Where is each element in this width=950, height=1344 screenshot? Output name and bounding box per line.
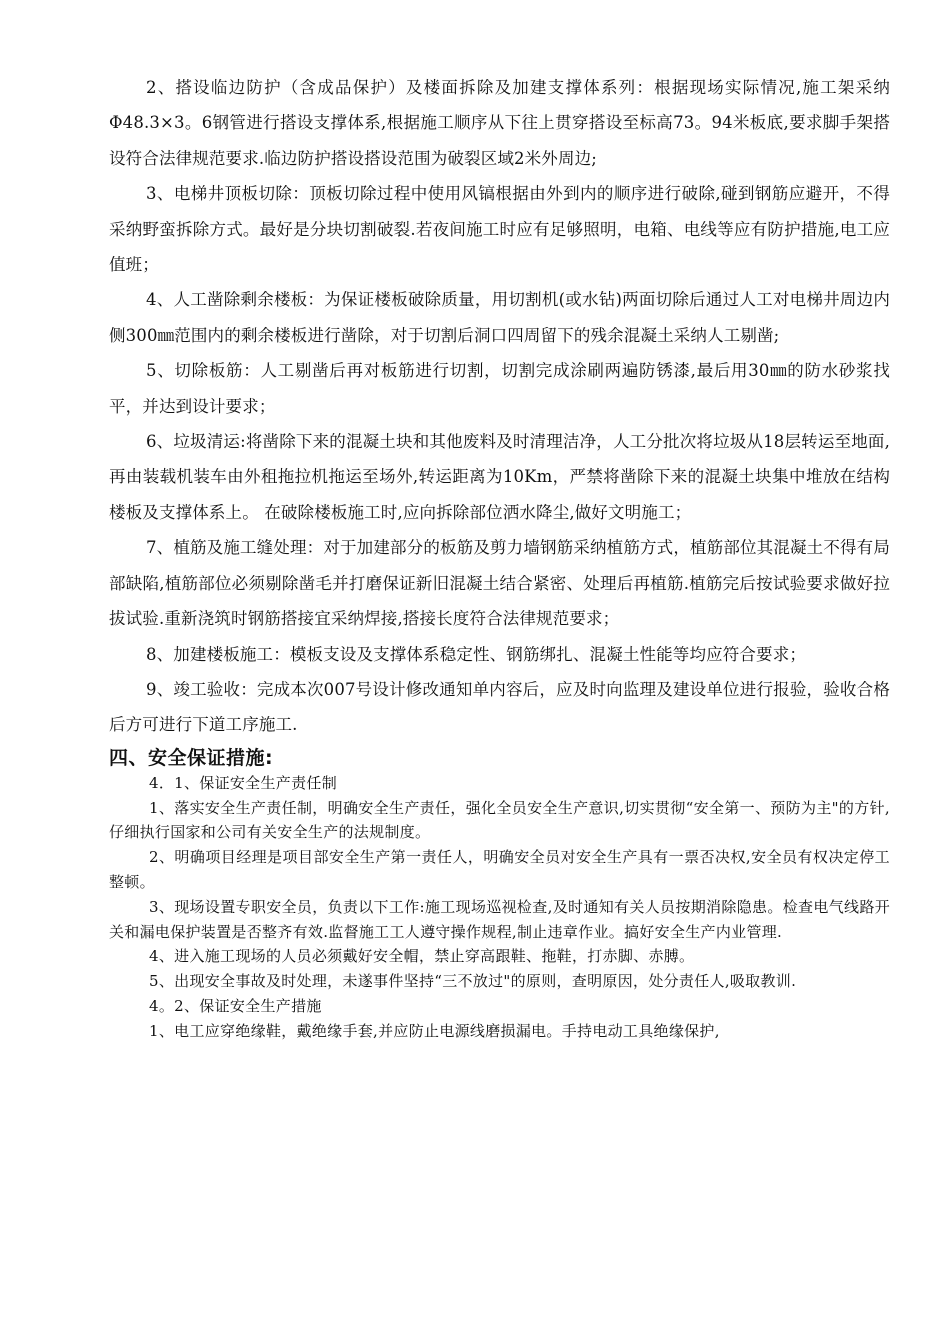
subsection-title-4-1: 4．1、保证安全生产责任制 xyxy=(149,773,337,792)
safety-item-3: 3、现场设置专职安全员，负责以下工作:施工现场巡视检查,及时通知有关人员按期消除隐患。检查电气线路开关和漏电保护装置是否整齐有效.监督施工工人遵守操作规程,制止违章作业。搞好安全生产内业管理. xyxy=(109,897,890,941)
paragraph-item-2: 2、搭设临边防护（含成品保护）及楼面拆除及加建支撑体系列：根据现场实际情况,施工架采纳Φ48.3×3。6钢管进行搭设支撑体系,根据施工顺序从下往上贯穿搭设至标高73。94米板底,要求脚手架搭设符合法律规范要求.临边防护搭设搭设范围为破裂区域2米外周边; xyxy=(109,78,890,168)
paragraph-item-5: 5、切除板筋：人工剔凿后再对板筋进行切割，切割完成涂刷两遍防锈漆,最后用30㎜的防水砂浆找平，并达到设计要求； xyxy=(109,361,890,416)
safety-item-5: 5、出现安全事故及时处理，未遂事件坚持“三不放过"的原则，查明原因，处分责任人,吸取教训. xyxy=(149,972,797,991)
safety-item-1: 1、落实安全生产责任制，明确安全生产责任，强化全员安全生产意识,切实贯彻“安全第一、预防为主"的方针,仔细执行国家和公司有关安全生产的法规制度。 xyxy=(109,798,890,842)
measure-item-1: 1、电工应穿绝缘鞋，戴绝缘手套,并应防止电源线磨损漏电。手持电动工具绝缘保护, xyxy=(149,1021,720,1040)
safety-item-2: 2、明确项目经理是项目部安全生产第一责任人，明确安全员对安全生产具有一票否决权,安全员有权决定停工整顿。 xyxy=(109,848,890,891)
paragraph-item-3: 3、电梯井顶板切除：顶板切除过程中使用风镐根据由外到内的顺序进行破除,碰到钢筋应避开，不得采纳野蛮拆除方式。最好是分块切割破裂.若夜间施工时应有足够照明，电箱、电线等应有防护措施,电工应值班； xyxy=(109,184,890,275)
paragraph-item-6: 6、垃圾清运:将凿除下来的混凝土块和其他废料及时清理洁净，人工分批次将垃圾从18层转运至地面,再由装载机装车由外租拖拉机拖运至场外,转运距离为10Km，严禁将凿除下来的混凝土块集中堆放在结构楼板及支撑体系上。 在破除楼板施工时,应向拆除部位洒水降尘,做好文明施工； xyxy=(109,432,890,522)
section-heading: 四、安全保证措施: xyxy=(109,746,274,769)
paragraph-item-8: 8、加建楼板施工：模板支设及支撑体系稳定性、钢筋绑扎、混凝土性能等均应符合要求； xyxy=(146,644,806,664)
paragraph-item-7: 7、植筋及施工缝处理：对于加建部分的板筋及剪力墙钢筋采纳植筋方式，植筋部位其混凝土不得有局部缺陷,植筋部位必须剔除凿毛并打磨保证新旧混凝土结合紧密、处理后再植筋.植筋完后按试验要求做好拉拔试验.重新浇筑时钢筋搭接宜采纳焊接,搭接长度符合法律规范要求； xyxy=(109,538,890,629)
safety-item-4: 4、进入施工现场的人员必须戴好安全帽，禁止穿高跟鞋、拖鞋，打赤脚、赤膊。 xyxy=(149,947,695,966)
paragraph-item-4: 4、人工凿除剩余楼板：为保证楼板破除质量，用切割机(或水钻)两面切除后通过人工对电梯井周边内侧300㎜范围内的剩余楼板进行凿除，对于切割后洞口四周留下的残余混凝土采纳人工剔凿; xyxy=(109,290,890,345)
subsection-title-4-2: 4。2、保证安全生产措施 xyxy=(149,996,322,1015)
paragraph-item-9: 9、竣工验收：完成本次007号设计修改通知单内容后，应及时向监理及建设单位进行报验，验收合格后方可进行下道工序施工. xyxy=(109,679,890,735)
